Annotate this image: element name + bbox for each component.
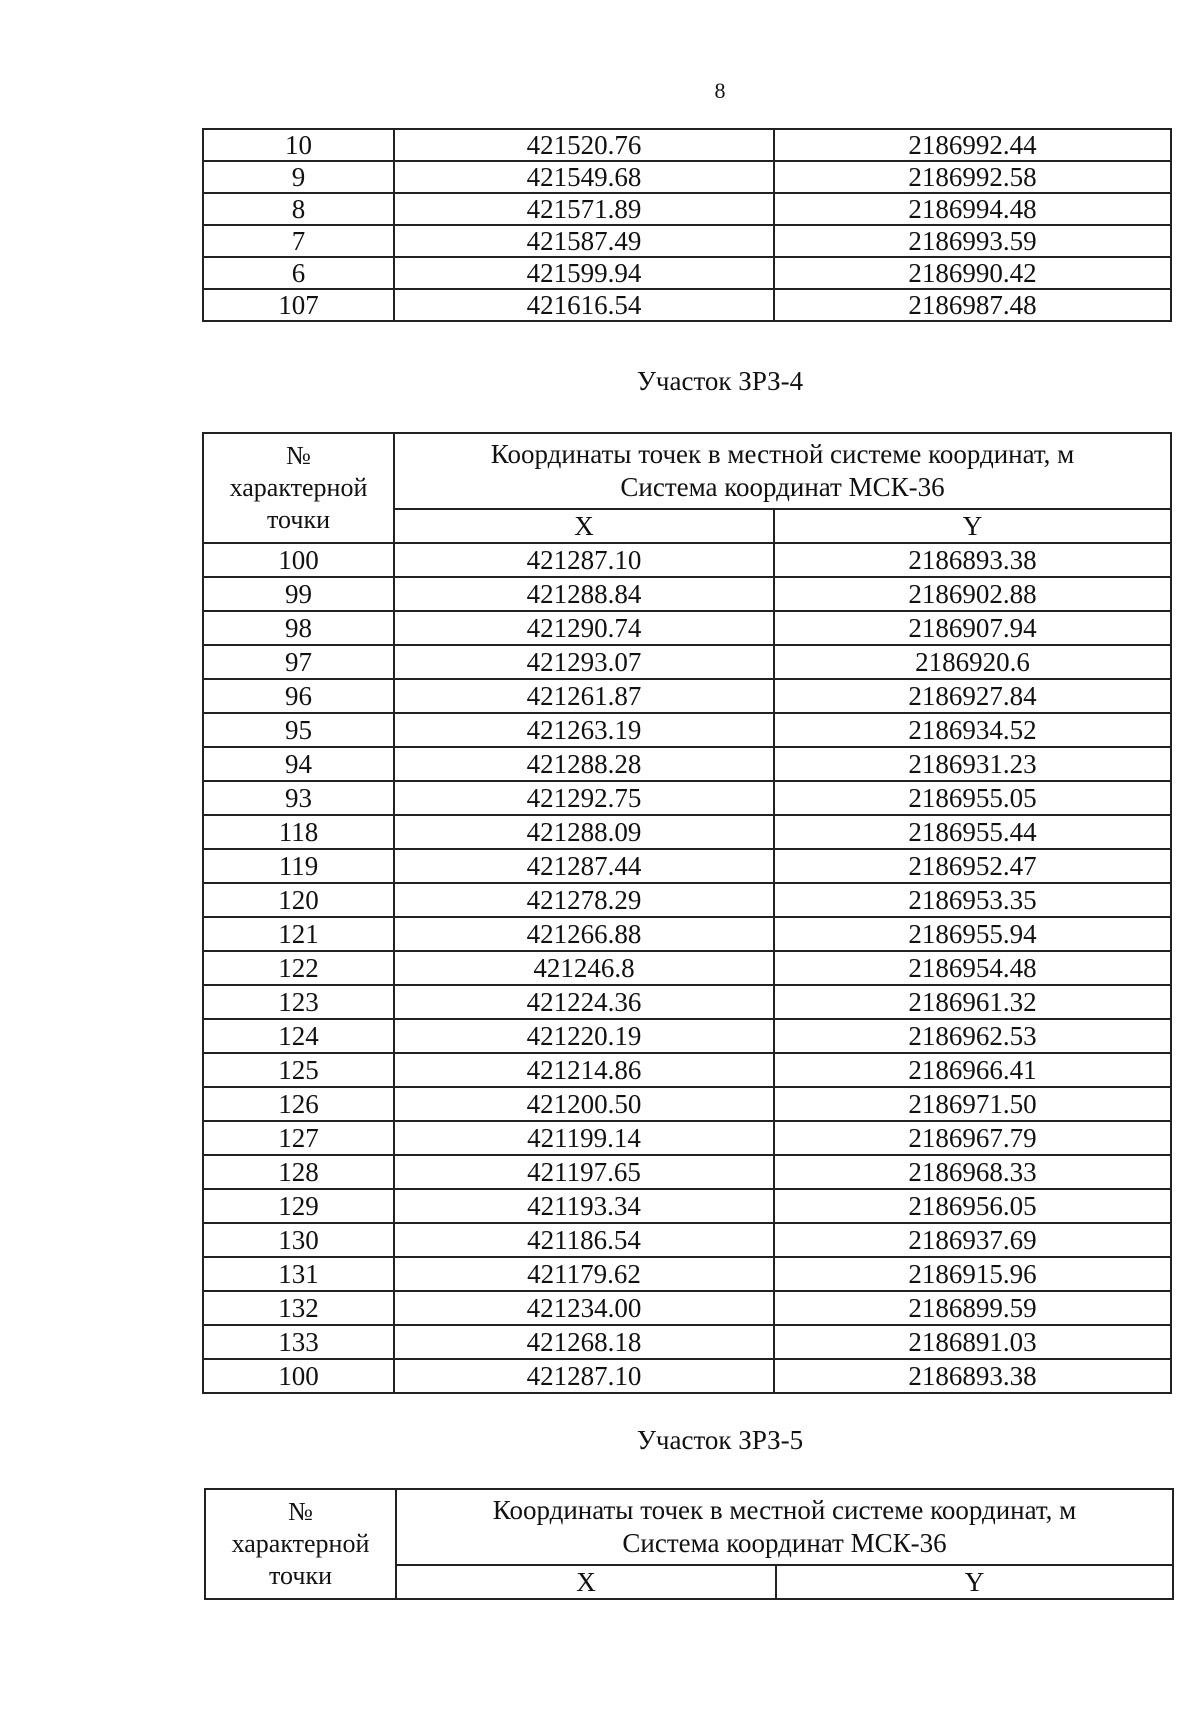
table-header	[205, 1489, 1173, 1599]
cell-x: 421261.87	[394, 679, 774, 713]
cell-point-number: 130	[203, 1223, 394, 1257]
page-number: 8	[714, 78, 726, 103]
table-row	[203, 1121, 1171, 1155]
cell-x: 421287.10	[394, 543, 774, 577]
header-col-x: X	[394, 509, 774, 543]
table-row	[203, 611, 1171, 645]
table-body	[203, 129, 1171, 321]
table-row	[203, 1087, 1171, 1121]
table-row	[203, 1359, 1171, 1393]
cell-y: 2186902.88	[774, 577, 1171, 611]
cell-y: 2186899.59	[774, 1291, 1171, 1325]
cell-x: 421186.54	[394, 1223, 774, 1257]
header-coords-line2: Система координат МСК-36	[622, 1528, 947, 1558]
cell-y: 2186992.44	[774, 129, 1171, 161]
section-title-zrz5: Участок ЗРЗ-5	[636, 1425, 804, 1455]
header-point-line2: характерной	[231, 1529, 370, 1559]
cell-x: 421288.09	[394, 815, 774, 849]
cell-y: 2186927.84	[774, 679, 1171, 713]
table-row	[203, 193, 1171, 225]
cell-y: 2186915.96	[774, 1257, 1171, 1291]
cell-point-number: 10	[203, 129, 394, 161]
cell-y: 2186994.48	[774, 193, 1171, 225]
cell-point-number: 128	[203, 1155, 394, 1189]
header-point-line1: №	[286, 441, 311, 471]
cell-point-number: 107	[203, 289, 394, 321]
cell-point-number: 100	[203, 543, 394, 577]
table-row	[203, 951, 1171, 985]
cell-x: 421587.49	[394, 225, 774, 257]
header-point-number	[205, 1489, 396, 1599]
cell-x: 421224.36	[394, 985, 774, 1019]
cell-point-number: 6	[203, 257, 394, 289]
cell-x: 421287.44	[394, 849, 774, 883]
table-row	[203, 713, 1171, 747]
cell-point-number: 131	[203, 1257, 394, 1291]
cell-x: 421179.62	[394, 1257, 774, 1291]
header-point-line3: точки	[269, 1560, 332, 1590]
cell-point-number: 94	[203, 747, 394, 781]
cell-y: 2186931.23	[774, 747, 1171, 781]
cell-x: 421290.74	[394, 611, 774, 645]
cell-x: 421287.10	[394, 1359, 774, 1393]
cell-point-number: 95	[203, 713, 394, 747]
table-row	[203, 1257, 1171, 1291]
cell-point-number: 100	[203, 1359, 394, 1393]
cell-y: 2186993.59	[774, 225, 1171, 257]
table-row	[203, 747, 1171, 781]
cell-point-number: 129	[203, 1189, 394, 1223]
header-coords-line1: Координаты точек в местной системе координат, м	[492, 1495, 1077, 1526]
cell-y: 2186987.48	[774, 289, 1171, 321]
cell-point-number: 121	[203, 917, 394, 951]
cell-point-number: 8	[203, 193, 394, 225]
cell-point-number: 124	[203, 1019, 394, 1053]
cell-y: 2186937.69	[774, 1223, 1171, 1257]
cell-point-number: 118	[203, 815, 394, 849]
header-col-y: Y	[774, 509, 1171, 543]
cell-y: 2186955.94	[774, 917, 1171, 951]
cell-y: 2186992.58	[774, 161, 1171, 193]
cell-point-number: 126	[203, 1087, 394, 1121]
table-row	[203, 161, 1171, 193]
table-row	[203, 1019, 1171, 1053]
header-coords-line1: Координаты точек в местной системе координат, м	[490, 439, 1075, 470]
cell-x: 421571.89	[394, 193, 774, 225]
cell-y: 2186971.50	[774, 1087, 1171, 1121]
cell-point-number: 133	[203, 1325, 394, 1359]
header-col-y: Y	[776, 1565, 1173, 1599]
cell-x: 421234.00	[394, 1291, 774, 1325]
table-row	[203, 257, 1171, 289]
cell-y: 2186893.38	[774, 543, 1171, 577]
coordinates-table-zrz5	[204, 1488, 1174, 1600]
cell-x: 421193.34	[394, 1189, 774, 1223]
cell-x: 421220.19	[394, 1019, 774, 1053]
table-row	[203, 1189, 1171, 1223]
table-row	[203, 1223, 1171, 1257]
coordinates-table-zrz4	[202, 432, 1172, 1394]
cell-x: 421549.68	[394, 161, 774, 193]
header-col-x: X	[396, 1565, 776, 1599]
cell-y: 2186967.79	[774, 1121, 1171, 1155]
cell-x: 421520.76	[394, 129, 774, 161]
cell-point-number: 119	[203, 849, 394, 883]
header-point-line3: точки	[267, 504, 330, 534]
header-coords-line2: Система координат МСК-36	[620, 472, 945, 502]
table-row	[203, 577, 1171, 611]
cell-y: 2186961.32	[774, 985, 1171, 1019]
table-row	[203, 883, 1171, 917]
cell-y: 2186891.03	[774, 1325, 1171, 1359]
cell-point-number: 98	[203, 611, 394, 645]
table-row	[203, 917, 1171, 951]
cell-x: 421200.50	[394, 1087, 774, 1121]
table-row	[203, 781, 1171, 815]
cell-y: 2186954.48	[774, 951, 1171, 985]
cell-x: 421616.54	[394, 289, 774, 321]
table-row	[203, 1155, 1171, 1189]
cell-x: 421263.19	[394, 713, 774, 747]
cell-x: 421278.29	[394, 883, 774, 917]
section-title-zrz4: Участок ЗРЗ-4	[636, 366, 804, 396]
cell-point-number: 7	[203, 225, 394, 257]
cell-x: 421266.88	[394, 917, 774, 951]
cell-x: 421599.94	[394, 257, 774, 289]
table-header	[203, 433, 1171, 543]
table-row	[203, 225, 1171, 257]
cell-y: 2186968.33	[774, 1155, 1171, 1189]
cell-y: 2186956.05	[774, 1189, 1171, 1223]
header-coordinates	[396, 1489, 1173, 1565]
coordinates-table-continued	[202, 128, 1172, 322]
cell-point-number: 93	[203, 781, 394, 815]
header-point-line2: характерной	[229, 473, 368, 503]
table-row	[203, 679, 1171, 713]
header-point-number	[203, 433, 394, 543]
cell-y: 2186907.94	[774, 611, 1171, 645]
cell-point-number: 132	[203, 1291, 394, 1325]
table-row	[203, 289, 1171, 321]
cell-x: 421288.28	[394, 747, 774, 781]
cell-y: 2186934.52	[774, 713, 1171, 747]
cell-y: 2186955.05	[774, 781, 1171, 815]
cell-x: 421268.18	[394, 1325, 774, 1359]
cell-point-number: 99	[203, 577, 394, 611]
table-row	[203, 985, 1171, 1019]
cell-y: 2186920.6	[774, 645, 1171, 679]
table-row	[203, 543, 1171, 577]
cell-y: 2186952.47	[774, 849, 1171, 883]
cell-point-number: 9	[203, 161, 394, 193]
cell-point-number: 125	[203, 1053, 394, 1087]
cell-point-number: 122	[203, 951, 394, 985]
cell-x: 421199.14	[394, 1121, 774, 1155]
cell-point-number: 127	[203, 1121, 394, 1155]
cell-point-number: 96	[203, 679, 394, 713]
cell-y: 2186966.41	[774, 1053, 1171, 1087]
cell-point-number: 120	[203, 883, 394, 917]
cell-y: 2186955.44	[774, 815, 1171, 849]
cell-x: 421288.84	[394, 577, 774, 611]
header-coordinates	[394, 433, 1171, 509]
cell-x: 421197.65	[394, 1155, 774, 1189]
cell-x: 421214.86	[394, 1053, 774, 1087]
table-row	[203, 645, 1171, 679]
cell-y: 2186990.42	[774, 257, 1171, 289]
cell-x: 421293.07	[394, 645, 774, 679]
table-row	[203, 1053, 1171, 1087]
table-row	[203, 1325, 1171, 1359]
cell-x: 421246.8	[394, 951, 774, 985]
table-body	[203, 543, 1171, 1393]
table-row	[203, 849, 1171, 883]
cell-y: 2186962.53	[774, 1019, 1171, 1053]
table-row	[203, 815, 1171, 849]
cell-point-number: 123	[203, 985, 394, 1019]
header-point-line1: №	[288, 1497, 313, 1527]
cell-y: 2186893.38	[774, 1359, 1171, 1393]
table-row	[203, 1291, 1171, 1325]
cell-point-number: 97	[203, 645, 394, 679]
cell-x: 421292.75	[394, 781, 774, 815]
cell-y: 2186953.35	[774, 883, 1171, 917]
table-row	[203, 129, 1171, 161]
